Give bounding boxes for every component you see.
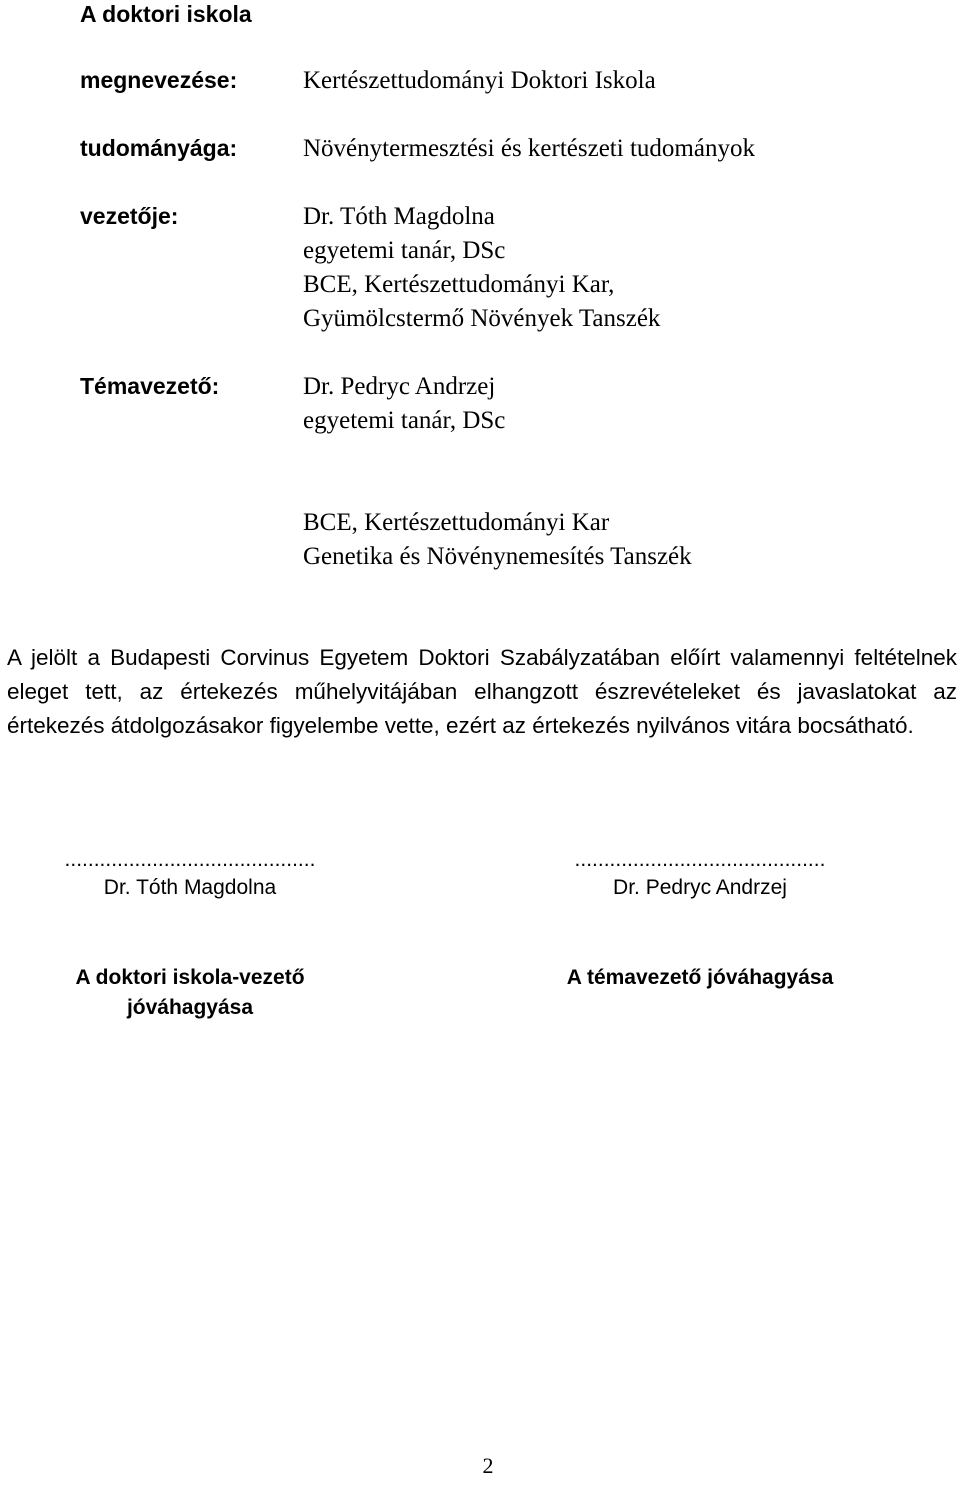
page-number: 2 xyxy=(482,1453,494,1478)
head-name: Dr. Tóth Magdolna xyxy=(303,203,495,230)
head-faculty: BCE, Kertészettudományi Kar, xyxy=(303,271,615,298)
approval-label-left: A doktori iskola-vezető jóváhagyása xyxy=(75,966,305,1019)
field-value-name: Kertészettudományi Doktori Iskola xyxy=(303,67,656,94)
supervisor-department: Genetika és Növénynemesítés Tanszék xyxy=(303,543,692,570)
field-label-name: megnevezése: xyxy=(80,67,238,93)
statement-paragraph: A jelölt a Budapesti Corvinus Egyetem Doktori Szabályzatában előírt valamennyi feltételnek eleget tett, az értekezés műhelyvitájában elhangzott észrevételeket és javaslatokat az értekezés átdolgozásakor figyelembe vette, ezért az értekezés nyilvános vitára bocsátható. xyxy=(7,645,957,738)
field-label-head: vezetője: xyxy=(80,203,179,229)
signature-name-left: Dr. Tóth Magdolna xyxy=(103,876,277,899)
signature-name-right: Dr. Pedryc Andrzej xyxy=(613,876,787,899)
supervisor-faculty: BCE, Kertészettudományi Kar xyxy=(303,509,610,536)
head-department: Gyümölcstermő Növények Tanszék xyxy=(303,305,661,332)
field-value-discipline: Növénytermesztési és kertészeti tudományok xyxy=(303,135,755,162)
supervisor-title: egyetemi tanár, DSc xyxy=(303,407,506,434)
field-label-discipline: tudományága: xyxy=(80,135,238,161)
supervisor-name: Dr. Pedryc Andrzej xyxy=(303,373,496,400)
signature-line-left: ........................................... xyxy=(64,848,316,871)
document-title: A doktori iskola xyxy=(80,1,252,27)
signature-line-right: ........................................... xyxy=(574,848,826,871)
head-title: egyetemi tanár, DSc xyxy=(303,237,506,264)
approval-label-right: A témavezető jóváhagyása xyxy=(566,966,834,989)
field-label-supervisor: Témavezető: xyxy=(80,373,220,399)
